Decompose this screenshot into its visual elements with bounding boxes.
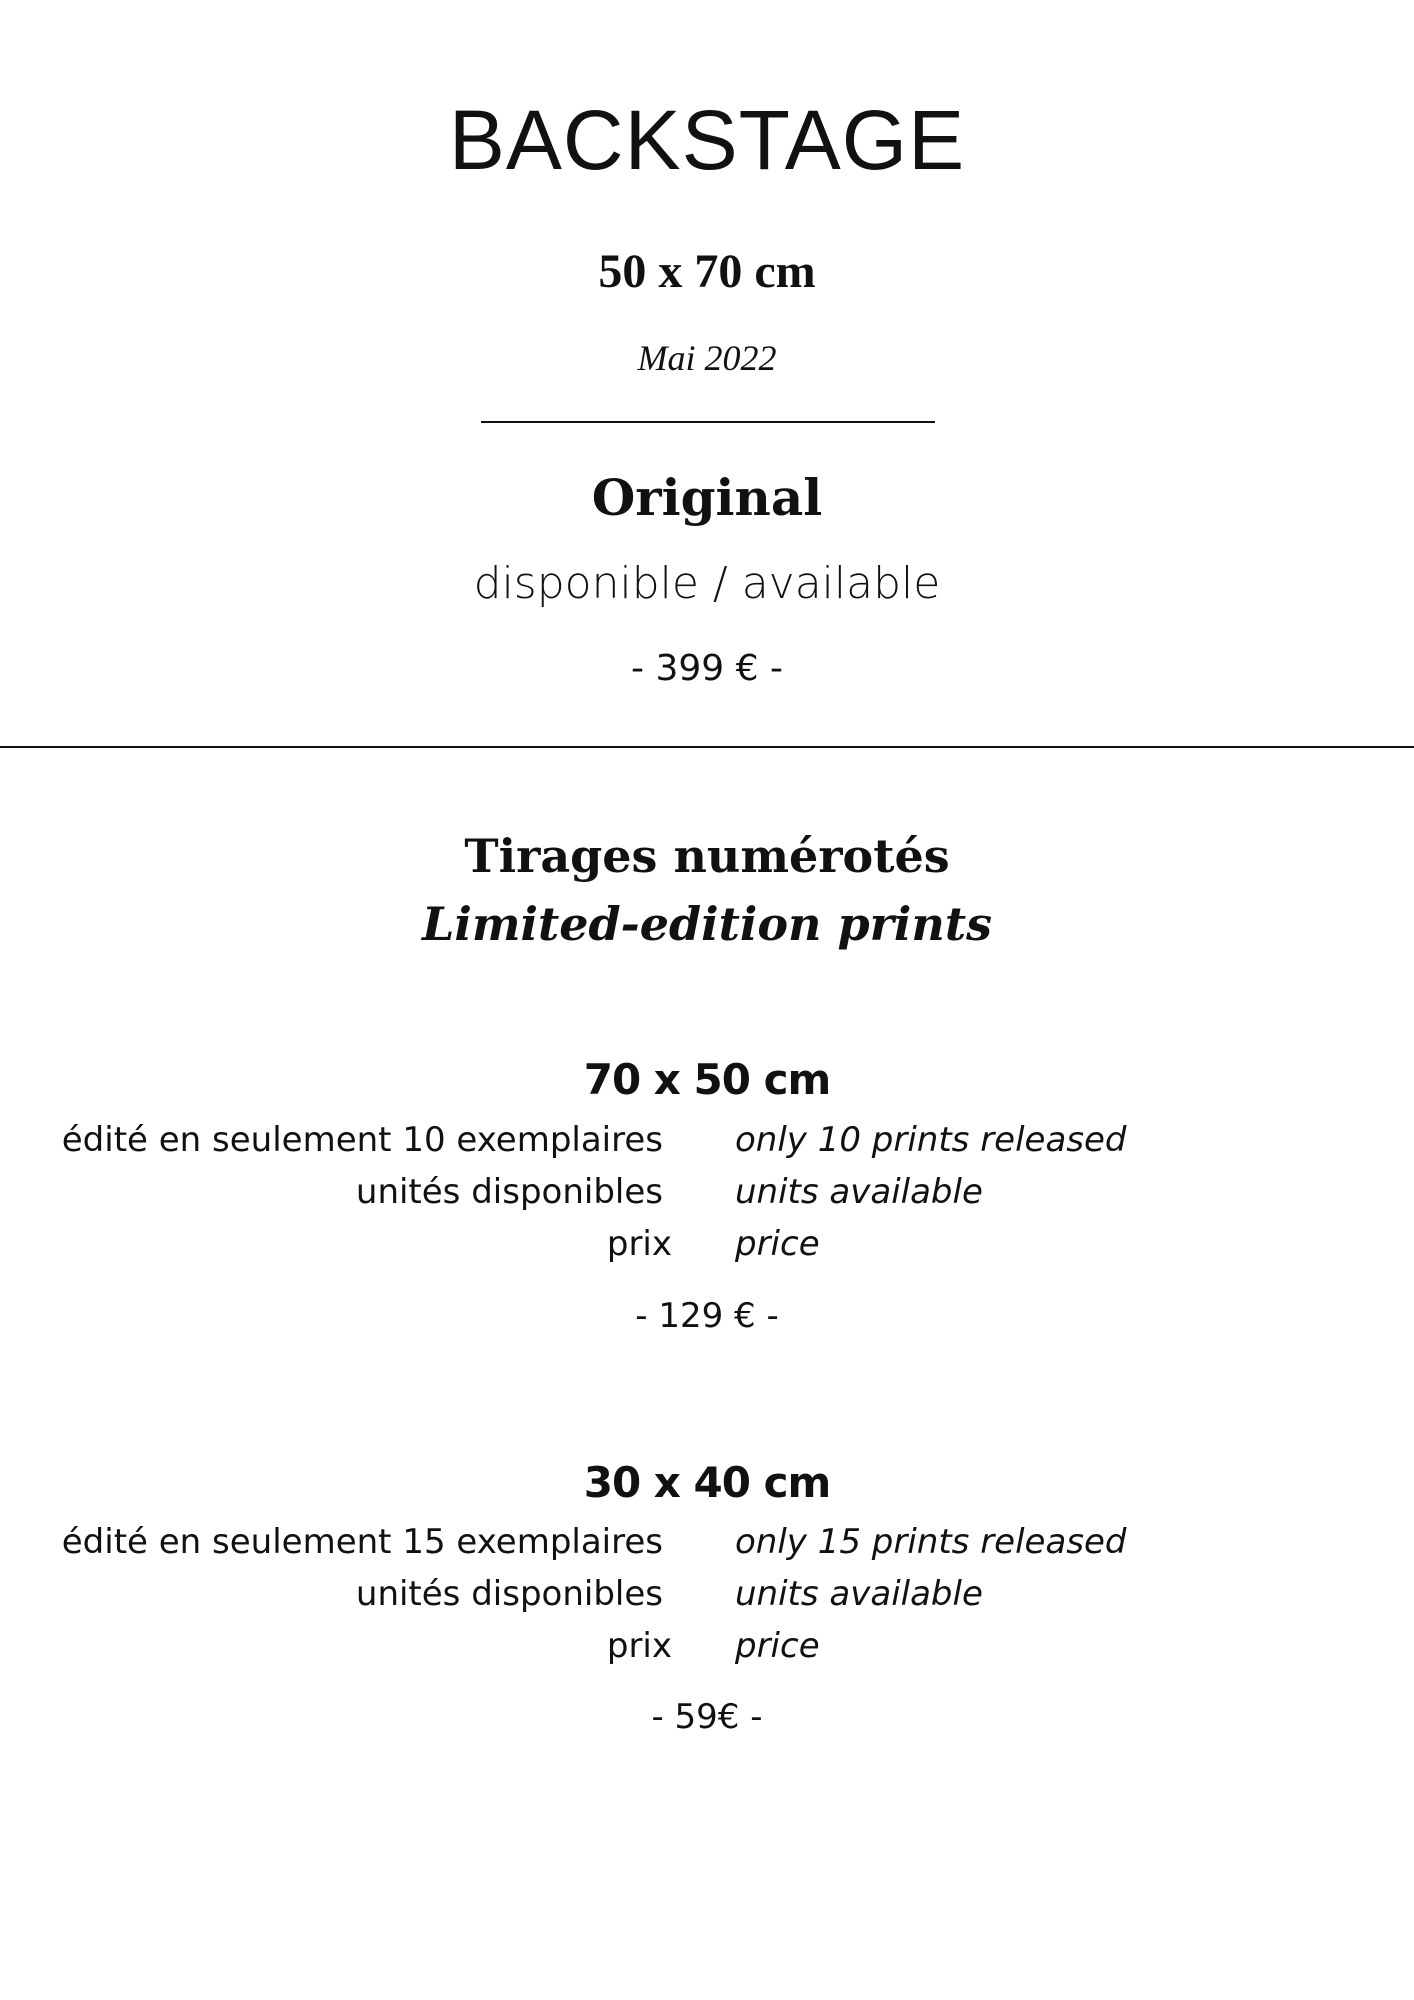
prints-title-en: Limited-edition prints [422, 897, 992, 951]
original-price: - 399 € - [631, 648, 783, 689]
artwork-date: Mai 2022 [637, 338, 777, 378]
edition-size: 30 x 40 cm [583, 1458, 831, 1507]
edition-size: 70 x 50 cm [583, 1055, 831, 1104]
short-divider [481, 421, 935, 423]
edition-price-label-fr: prix [606, 1224, 672, 1264]
edition-released-en: only 15 prints released [735, 1522, 1127, 1562]
edition-price-label-en: price [735, 1224, 820, 1264]
edition-units-en: units available [735, 1574, 983, 1614]
original-title: Original [591, 468, 823, 527]
edition-units-fr: unités disponibles [355, 1172, 663, 1212]
edition-released-en: only 10 prints released [735, 1120, 1127, 1160]
edition-price-label-fr: prix [606, 1626, 672, 1666]
edition-units-fr: unités disponibles [355, 1574, 663, 1614]
edition-price-label-en: price [735, 1626, 820, 1666]
prints-title-fr: Tirages numérotés [464, 829, 950, 883]
artwork-size: 50 x 70 cm [598, 245, 816, 298]
edition-units-en: units available [735, 1172, 983, 1212]
edition-price: - 59€ - [651, 1697, 763, 1737]
section-divider [0, 746, 1414, 748]
original-availability: disponible / available [473, 558, 941, 609]
page-title: BACKSTAGE [448, 93, 966, 187]
edition-price: - 129 € - [635, 1296, 779, 1336]
edition-released-fr: édité en seulement 15 exemplaires [61, 1522, 663, 1562]
edition-released-fr: édité en seulement 10 exemplaires [61, 1120, 663, 1160]
